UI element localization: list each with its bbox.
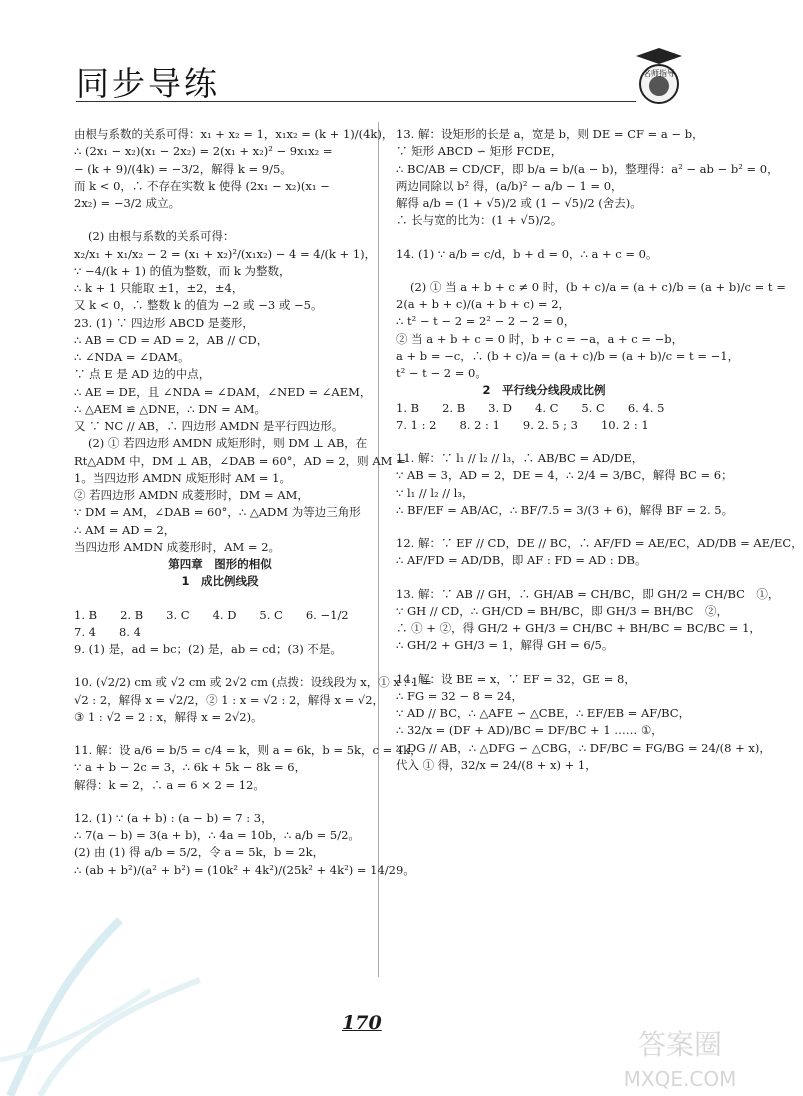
answer-line: 而 k < 0，∴ 不存在实数 k 使得 (2x₁ − x₂)(x₁ − — [74, 178, 330, 193]
svg-text:MXQE.COM: MXQE.COM — [623, 1067, 737, 1091]
answer-line: ∵ AB = 3，AD = 2，DE = 4，∴ 2/4 = 3/BC，解得 BC = 6； — [396, 468, 733, 483]
answer-line: ∵ DM = AM，∠DAB = 60°，∴ △ADM 为等边三角形 — [74, 505, 361, 520]
answer-line: ∵ −4/(k + 1) 的值为整数，而 k 为整数， — [74, 263, 291, 278]
answer-line: ∴ AE = DE，且 ∠NDA = ∠DAM，∠NED = ∠AEM， — [74, 384, 372, 399]
answer-line: ∴ AB = CD = AD = 2，AB // CD， — [74, 332, 269, 347]
watermark-logo-icon — [615, 1020, 745, 1094]
answer-line: 解得：k = 2，∴ a = 6 × 2 = 12。 — [74, 777, 265, 792]
answer-line: ∵ GH // CD，∴ GH/CD = BH/BC，即 GH/3 = BH/BC ②， — [396, 603, 728, 618]
answer-line: (2) 由 (1) 得 a/b = 5/2，令 a = 5k，b = 2k， — [74, 845, 325, 860]
column-divider — [378, 122, 379, 977]
answer-line: 代入 ① 得，32/x = 24/(8 + x) + 1， — [396, 757, 597, 772]
answer-line: 两边同除以 b² 得，(a/b)² − a/b − 1 = 0， — [396, 178, 623, 193]
answer-line: 1. B 2. B 3. D 4. C 5. C 6. 4. 5 — [396, 400, 665, 415]
answer-line: ∴ 长与宽的比为：(1 + √5)/2。 — [396, 213, 563, 228]
answer-line: 12. (1) ∵ (a + b) : (a − b) = 7 : 3， — [74, 810, 273, 825]
answer-line: 13. 解：∵ AB // GH，∴ GH/AB = CH/BC，即 GH/2 = CH/BC ①， — [396, 586, 780, 601]
answer-line: ∴ k + 1 只能取 ±1，±2，±4， — [74, 281, 244, 295]
answer-line: ∵ DG // AB，∴ △DFG ∽ △CBG，∴ DF/BC = FG/BG = 24/(8 + x)， — [396, 740, 771, 755]
answer-line: 1。当四边形 AMDN 成矩形时 AM = 1。 — [74, 470, 291, 485]
answer-line: 10. (√2/2) cm 或 √2 cm 或 2√2 cm (点拨：设线段为 x，① x : 1 = — [74, 675, 432, 690]
answer-line: ∴ ① + ②，得 GH/2 + GH/3 = CH/BC + BH/BC = BC/BC = 1， — [396, 621, 761, 635]
answer-line: ∴ 7(a − b) = 3(a + b)，∴ 4a = 10b，∴ a/b = 5/2。 — [74, 828, 360, 842]
answer-line: ∵ 矩形 ABCD ∽ 矩形 FCDE， — [396, 144, 563, 159]
header-title: 同步导练 — [76, 64, 220, 103]
answer-line: ∴ FG = 32 − 8 = 24， — [396, 688, 524, 703]
answer-line: 9. (1) 是，ad = bc；(2) 是，ab = cd；(3) 不是。 — [74, 642, 342, 656]
answer-line: ∴ (2x₁ − x₂)(x₁ − 2x₂) = 2(x₁ + x₂)² − 9x₁x₂ = — [74, 144, 333, 159]
answer-line: ∵ a + b − 2c = 3，∴ 6k + 5k − 8k = 6， — [74, 760, 307, 775]
section-heading: 2 平行线分线段成比例 — [482, 383, 606, 398]
answer-line: 2x₂) = −3/2 成立。 — [74, 196, 181, 210]
answer-line: 7. 1 : 2 8. 2 : 1 9. 2. 5 ; 3 10. 2 : 1 — [396, 417, 649, 432]
answer-line: − (k + 9)/(4k) = −3/2，解得 k = 9/5。 — [74, 161, 292, 176]
answer-line: 11. 解：∵ l₁ // l₂ // l₃，∴ AB/BC = AD/DE， — [396, 451, 644, 465]
answer-line: ∵ l₁ // l₂ // l₃， — [396, 485, 474, 500]
answer-line: 2(a + b + c)/(a + b + c) = 2， — [396, 297, 571, 311]
answer-line: ∵ AD // BC，∴ △AFE ∽ △CBE，∴ EF/EB = AF/BC， — [396, 706, 691, 720]
svg-text:名师指导: 名师指导 — [643, 69, 675, 78]
answer-line: 7. 4 8. 4 — [74, 624, 141, 639]
answer-line: √2 : 2，解得 x = √2/2，② 1 : x = √2 : 2，解得 x = √2， — [74, 692, 385, 707]
answer-line: ∴ AM = AD = 2， — [74, 522, 176, 537]
right-column — [396, 126, 803, 774]
answer-line: 解得 a/b = (1 + √5)/2 或 (1 − √5)/2 (舍去)。 — [396, 196, 642, 210]
answer-line: ∴ ∠NDA = ∠DAM。 — [74, 350, 190, 364]
answer-line: ∴ GH/2 + GH/3 = 1，解得 GH = 6/5。 — [396, 638, 614, 653]
answer-line: ③ 1 : √2 = 2 : x，解得 x = 2√2)。 — [74, 709, 263, 724]
answer-line: 当四边形 AMDN 成菱形时，AM = 2。 — [74, 539, 281, 554]
bamboo-decoration — [0, 860, 260, 1096]
answer-line: (2) ① 若四边形 AMDN 成矩形时，则 DM ⊥ AB，在 — [88, 436, 368, 451]
answer-line: 又 k < 0，∴ 整数 k 的值为 −2 或 −3 或 −5。 — [74, 298, 323, 313]
answer-line: ∴ 32/x = (DF + AD)/BC = DF/BC + 1 …… ①， — [396, 723, 663, 738]
answer-line: 由根与系数的关系可得：x₁ + x₂ = 1，x₁x₂ = (k + 1)/(4k)， — [74, 127, 394, 141]
answer-line: ∴ BF/EF = AB/AC，∴ BF/7.5 = 3/(3 + 6)，解得 BF = 2. 5。 — [396, 502, 734, 517]
answer-line: ∵ 点 E 是 AD 边的中点， — [74, 367, 211, 382]
answer-line: t² − t − 2 = 0。 — [396, 366, 487, 380]
left-column — [74, 126, 432, 879]
answer-line: 14. 解：设 BE = x，∵ EF = 32，GE = 8， — [396, 671, 636, 686]
answer-line: a + b = −c，∴ (b + c)/a = (a + c)/b = (a + b)/c = t = −1， — [396, 348, 740, 363]
answer-line: x₂/x₁ + x₁/x₂ − 2 = (x₁ + x₂)²/(x₁x₂) − 4 = 4/(k + 1)， — [74, 246, 377, 261]
answer-line: 14. (1) ∵ a/b = c/d，b + d = 0，∴ a + c = 0。 — [396, 246, 658, 261]
answer-line: ∴ △AEM ≌ △DNE，∴ DN = AM。 — [74, 401, 267, 416]
answer-line: ∴ BC/AB = CD/CF，即 b/a = b/(a − b)，整理得：a² − ab − b² = 0， — [396, 161, 779, 176]
answer-line: 23. (1) ∵ 四边形 ABCD 是菱形， — [74, 315, 254, 330]
answer-line: 13. 解：设矩形的长是 a，宽是 b，则 DE = CF = a − b， — [396, 127, 704, 141]
answer-line: (2) 由根与系数的关系可得： — [88, 229, 235, 244]
svg-text:答案圈: 答案圈 — [637, 1028, 723, 1061]
answer-line: 12. 解：∵ EF // CD，DE // BC，∴ AF/FD = AE/EC，AD/DB = AE/EC， — [396, 536, 803, 550]
answer-line: ∴ AF/FD = AD/DB，即 AF : FD = AD : DB。 — [396, 553, 647, 568]
answer-line: ∴ t² − t − 2 = 2² − 2 − 2 = 0， — [396, 314, 576, 329]
page-number: 170 — [342, 1012, 382, 1034]
answer-line: (2) ① 当 a + b + c ≠ 0 时，(b + c)/a = (a + c)/b = (a + b)/c = t = — [410, 279, 786, 294]
answer-line: 1. B 2. B 3. C 4. D 5. C 6. −1/2 — [74, 607, 349, 622]
header-rule — [76, 101, 636, 102]
answer-line: ∴ (ab + b²)/(a² + b²) = (10k² + 4k²)/(25k² + 4k²) = 14/29。 — [74, 862, 415, 877]
answer-line: 又 ∵ NC // AB，∴ 四边形 AMDN 是平行四边形。 — [74, 419, 344, 433]
answer-line: 11. 解：设 a/6 = b/5 = c/4 = k，则 a = 6k，b = 5k，c = 4k， — [74, 743, 422, 757]
answer-line: ② 当 a + b + c = 0 时，b + c = −a，a + c = −b， — [396, 331, 684, 346]
answer-line: ② 若四边形 AMDN 成菱形时，DM = AM， — [74, 488, 309, 502]
chapter-heading: 第四章 图形的相似 — [168, 557, 272, 571]
answer-line: Rt△ADM 中，DM ⊥ AB，∠DAB = 60°，AD = 2，则 AM = — [74, 453, 406, 468]
section-heading: 1 成比例线段 — [181, 574, 259, 589]
teacher-logo-icon — [630, 46, 688, 108]
